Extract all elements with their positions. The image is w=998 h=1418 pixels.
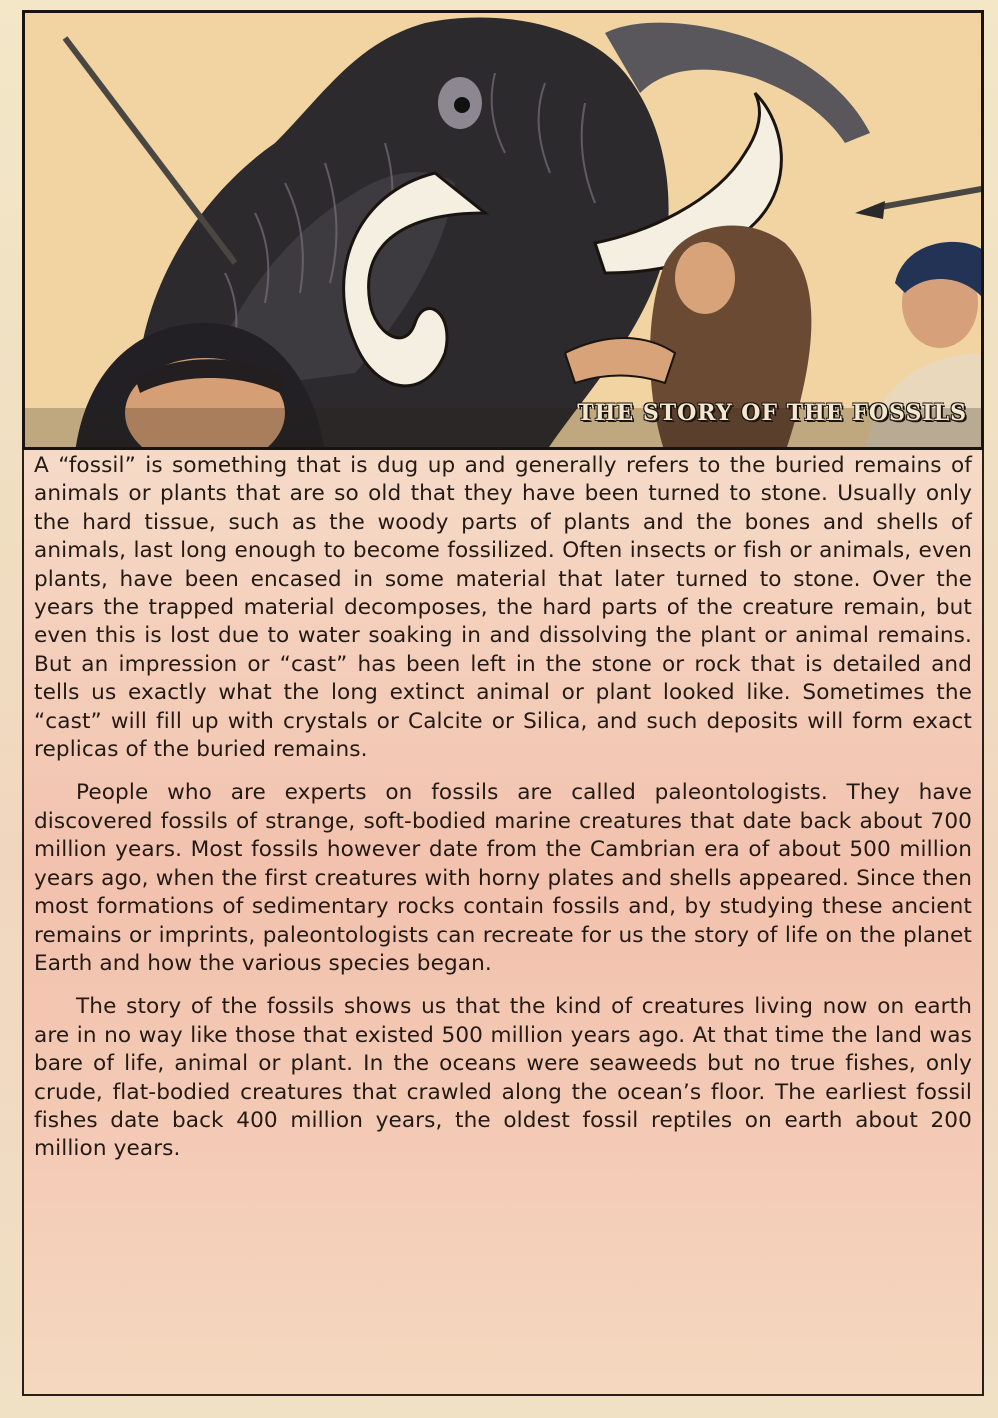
story-title: THE STORY OF THE FOSSILS xyxy=(577,400,967,426)
article-body xyxy=(22,450,984,1396)
paragraph-story-of-fossils: The story of the fossils shows us that the kind of creatures living now on earth are in no way like those that existed 500 million years ago. At that time the land was bare of life, animal or plant. In the oceans were seaweeds but no true fishes, only crude, flat-bodied creatures that crawled along the ocean’s floor. The earliest fossil fishes date back 400 million years, the oldest fossil reptiles on earth about 200 million years. xyxy=(34,994,972,1162)
paragraph-paleontologists: People who are experts on fossils are called paleontologists. They have discovered fossils of strange, soft-bodied marine creatures that date back about 700 million years. Most fossils however date from the Cambrian era of about 500 million years ago, when the first creatures with horny plates and shells appeared. Since then most formations of sedimentary rocks contain fossils and, by studying these ancient remains or imprints, paleontologists can recreate for us the story of life on the planet Earth and how the various species began. xyxy=(34,780,972,976)
mammoth-hunt-illustration xyxy=(25,13,984,450)
illustration-panel xyxy=(22,10,984,450)
paragraph-fossil-definition: A “fossil” is something that is dug up and generally refers to the buried remains of animals or plants that are so old that they have been turned to stone. Usually only the hard tissue, such as the woody parts of plants and the bones and shells of animals, last long enough to become fossilized. Often insects or fish or animals, even plants, have been encased in some material that later turned to stone. Over the years the trapped material decomposes, the hard parts of the creature remain, but even this is lost due to water soaking in and dissolving the plant or animal remains. But an impression or “cast” has been left in the stone or rock that is detailed and tells us exactly what the long extinct animal or plant looked like. Sometimes the “cast” will fill up with crystals or Calcite or Silica, and such deposits will form exact replicas of the buried remains. xyxy=(34,453,972,763)
